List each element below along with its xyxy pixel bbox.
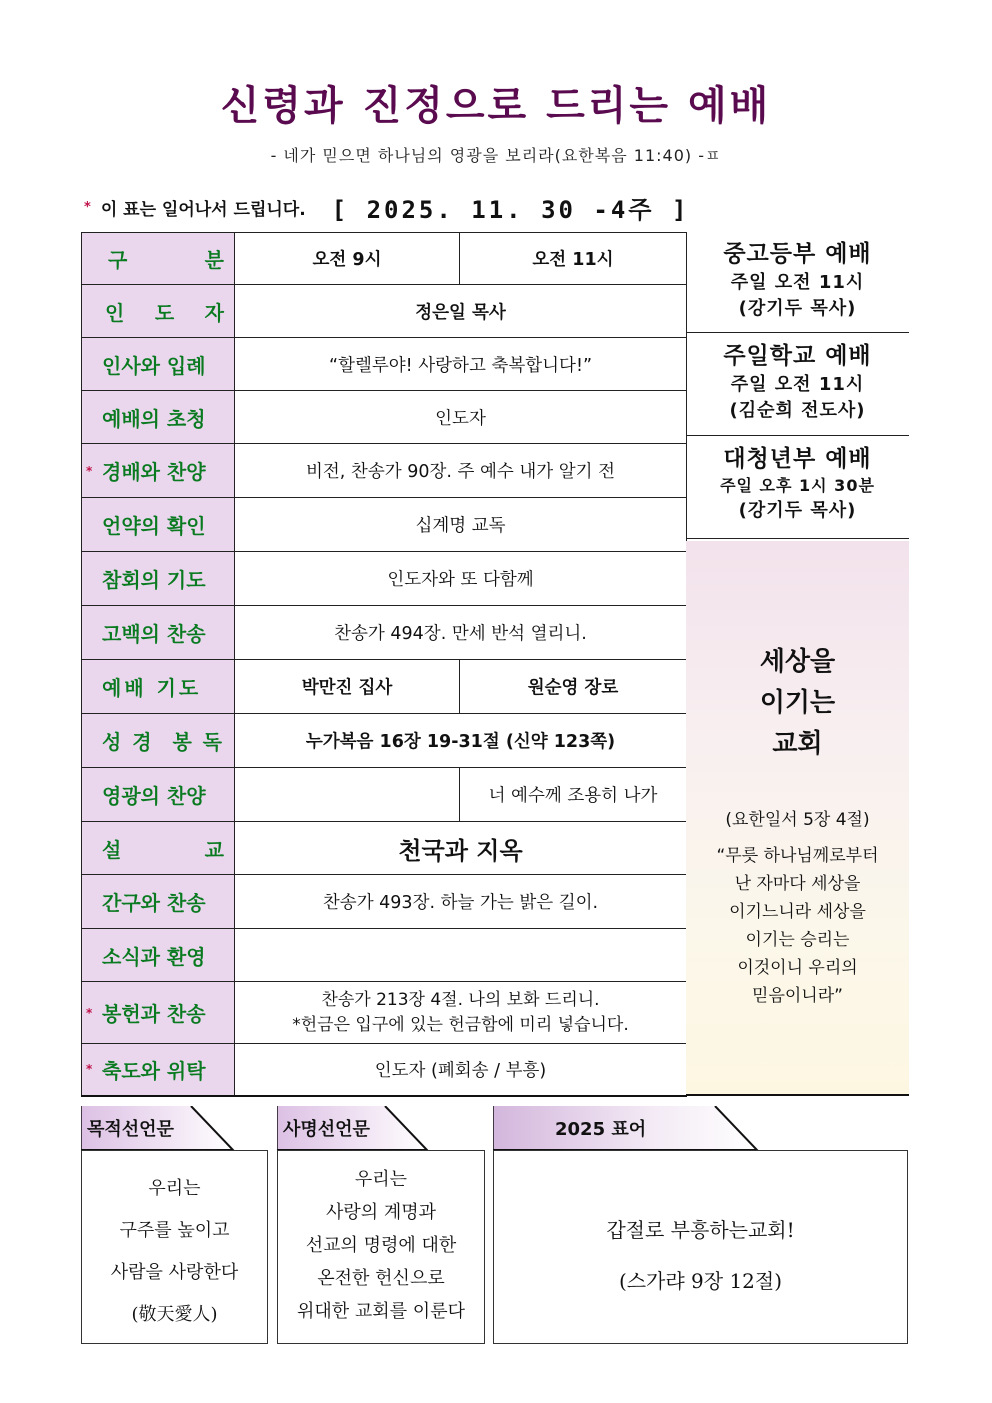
offering-hymn: 찬송가 213장 4절. 나의 보화 드리니. [321,989,600,1010]
sunday-school-service [686,333,909,436]
label-sermon-a: 설 [102,837,122,862]
table-row-prayer [82,660,687,714]
young-adult-service [686,436,909,539]
label-invitation: 예배의 초청 [82,391,235,444]
leader-value: 정은일 목사 [235,285,687,338]
label-reading-2: 경 [132,730,152,754]
label-glory: 영광의 찬양 [82,768,235,822]
table-row-news [82,929,687,982]
table-row-reading [82,714,687,768]
youth-service-leader: (강기두 목사) [738,298,857,319]
label-sermon-b: 교 [204,837,224,862]
mission-line: 위대한 교회를 이룬다 [297,1301,465,1322]
motto-tab [493,1106,825,1150]
label-category [82,233,235,285]
sunday-school-time: 주일 오전 11시 [730,374,865,395]
label-reading-4: 독 [202,730,222,754]
invitation-value: 인도자 [235,391,687,444]
prayer-9am: 박만진 집사 [235,660,460,714]
table-row-worship [82,444,687,498]
confession-value: 찬송가 494장. 만세 반석 열리니. [235,606,687,660]
time-11am: 오전 11시 [460,233,687,285]
label-worship-cell [82,444,235,498]
motto-reference: (스가랴 9장 12절) [618,1269,783,1293]
label-repentance: 참회의 기도 [82,552,235,606]
motto-tab-label: 2025 표어 [555,1119,647,1140]
label-confession: 고백의 찬송 [82,606,235,660]
purpose-tab-label: 목적선언문 [87,1119,174,1140]
label-benediction: 축도와 위탁 [102,1058,206,1083]
table-row-sermon [82,822,687,875]
covenant-value: 십계명 교독 [235,498,687,552]
service-date: [ 2025. 11. 30 -4주 ] [331,195,690,224]
department-services [686,232,909,539]
table-row-repentance [82,552,687,606]
young-adult-time: 주일 오후 1시 30분 [720,476,875,495]
label-leader-3: 자 [204,300,224,325]
youth-service-time: 주일 오전 11시 [730,272,865,293]
theme-line-2: 이기는 [759,688,836,718]
table-row-glory [82,768,687,822]
mission-line: 사랑의 계명과 [325,1202,437,1223]
standing-mark: * [86,1005,93,1020]
youth-service [686,232,909,333]
theme-quote [686,842,909,1010]
petition-value: 찬송가 493장. 하늘 가는 밝은 길이. [235,875,687,929]
news-value [235,929,687,982]
quote-line: “무릇 하나님께로부터 [716,846,879,866]
glory-9am [235,768,460,822]
table-row-offering [82,982,687,1044]
mission-line: 선교의 명령에 대한 [305,1235,457,1256]
quote-line: 이기는 승리는 [745,930,850,950]
quote-line: 이기느니라 세상을 [729,902,866,922]
worship-order-table [81,232,687,1097]
purpose-line: 사람을 사랑한다 [110,1262,239,1283]
youth-service-title: 중고등부 예배 [723,241,872,267]
theme-line-1: 세상을 [759,647,836,677]
label-worship: 경배와 찬양 [102,460,206,484]
quote-line: 이것이니 우리의 [737,958,858,978]
label-leader-1: 인 [105,300,125,325]
sunday-school-leader: (김순희 전도사) [729,400,866,421]
mission-line: 온전한 헌신으로 [317,1268,445,1289]
prayer-11am: 원순영 장로 [460,660,687,714]
sunday-school-title: 주일학교 예배 [723,343,872,369]
label-leader-2: 도 [154,300,175,325]
worship-value: 비전, 찬송가 90장. 주 예수 내가 알기 전 [235,444,687,498]
page-title: 신령과 진정으로 드리는 예배 [220,83,772,129]
label-offering-cell [82,982,235,1044]
mission-line: 우리는 [354,1169,408,1190]
sermon-title: 천국과 지옥 [235,822,687,875]
time-9am: 오전 9시 [235,233,460,285]
table-row-petition [82,875,687,929]
glory-11am: 너 예수께 조용히 나가 [460,768,687,822]
table-row-confession [82,606,687,660]
purpose-body [81,1150,268,1344]
table-row-greeting [82,338,687,391]
mission-tab [277,1106,438,1150]
quote-line: 믿음이니라” [752,986,843,1006]
mission-tab-label: 사명선언문 [283,1119,370,1140]
standing-mark: * [84,199,91,215]
purpose-line: 구주를 높이고 [119,1220,230,1241]
label-category-a: 구 [108,248,128,272]
standing-notice [84,192,689,222]
reading-value: 누가복음 16장 19-31절 (신약 123쪽) [235,714,687,768]
label-covenant: 언약의 확인 [82,498,235,552]
purpose-line: (敬天愛人) [131,1304,218,1325]
quote-line: 난 자마다 세상을 [734,874,861,894]
standing-mark: * [86,1062,93,1077]
young-adult-title: 대청년부 예배 [723,446,872,472]
label-news: 소식과 환영 [82,929,235,982]
table-row-benediction [82,1044,687,1096]
motto-box [493,1106,910,1346]
table-row-covenant [82,498,687,552]
church-theme [686,541,909,1096]
table-row-leader [82,285,687,338]
young-adult-leader: (강기두 목사) [738,500,857,521]
label-reading [82,714,235,768]
scripture-subtitle: - 네가 믿으면 하나님의 영광을 보리라(요한복음 11:40) -ㅍ [270,146,722,165]
offering-value [235,982,687,1044]
standing-notice-text: 이 표는 일어나서 드립니다. [100,199,306,220]
label-prayer: 예배 기도 [82,660,235,714]
mission-body [277,1150,485,1344]
table-row-invitation [82,391,687,444]
label-category-b: 분 [204,248,224,272]
label-offering: 봉헌과 찬송 [102,1002,206,1026]
label-reading-1: 성 [102,730,122,754]
label-petition: 간구와 찬송 [82,875,235,929]
benediction-value: 인도자 (폐회송 / 부흥) [235,1044,687,1096]
standing-mark: * [86,463,93,478]
label-greeting: 인사와 입례 [82,338,235,391]
label-reading-3: 봉 [172,730,192,754]
purpose-tab [81,1106,242,1150]
motto-text: 갑절로 부흥하는교회! [606,1218,795,1242]
greeting-value: “할렐루야! 사랑하고 축복합니다!” [235,338,687,391]
repentance-value: 인도자와 또 다함께 [235,552,687,606]
label-leader [82,285,235,338]
offering-note: *헌금은 입구에 있는 헌금함에 미리 넣습니다. [292,1014,629,1035]
label-benediction-cell [82,1044,235,1096]
motto-body [493,1150,908,1344]
mission-statement-box [277,1106,487,1346]
theme-line-3: 교회 [772,729,823,759]
purpose-line: 우리는 [148,1178,201,1199]
purpose-statement-box [81,1106,271,1346]
theme-reference: (요한일서 5장 4절) [725,810,870,830]
table-row-header [82,233,687,285]
label-sermon [82,822,235,875]
